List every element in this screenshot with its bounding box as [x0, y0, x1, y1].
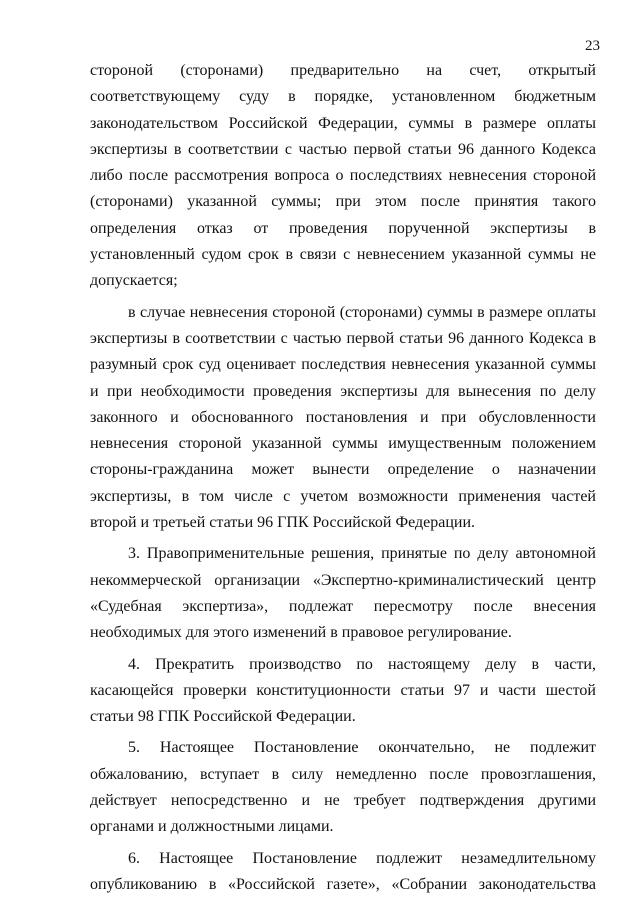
paragraph-unpaid-expertise: в случае невнесения стороной (сторонами) суммы в размере оплаты экспертизы в соответствии с частью первой статьи 96 данного Кодекса в разумный срок суд оценивает последствия невнесения указанной суммы и при необходимости проведения экспертизы для вынесения по делу законного и обоснованного постановления и при обусловленности невнесения стороной указанной суммы имущественным положением стороны-гражданина может вынести определение о назначении экспертизы, в том числе с учетом возможности применения частей второй и третьей статьи 96 ГПК Российской Федерации. [90, 303, 596, 532]
paragraph-item-4: 4. Прекратить производство по настоящему делу в части, касающейся проверки конституционности статьи 97 и части шестой статьи 98 ГПК Российской Федерации. [90, 655, 596, 726]
paragraph-item-3: 3. Правоприменительные решения, принятые по делу автономной некоммерческой организации «Экспертно-криминалистический центр «Судебная экспертиза», подлежат пересмотру после внесения необходимых для этого изменений в правовое регулирование. [90, 545, 596, 642]
paragraph-continuation: стороной (сторонами) предварительно на счет, открытый соответствующему суду в порядке, установленном бюджетным законодательством Российской Федерации, суммы в размере оплаты экспертизы в соответствии с частью первой статьи 96 данного Кодекса либо после рассмотрения вопроса о последствиях невнесения стороной (сторонами) указанной суммы; при этом после принятия такого определения отказ от проведения порученной экспертизы в установленный судом срок в связи с невнесением указанной суммы не допускается; [90, 62, 596, 290]
page-number: 23 [585, 38, 600, 54]
paragraph-item-5: 5. Настоящее Постановление окончательно, не подлежит обжалованию, вступает в силу немедленно после провозглашения, действует непосредственно и не требует подтверждения другими органами и должностными лицами. [90, 739, 596, 836]
document-body [90, 58, 596, 903]
paragraph-item-6: 6. Настоящее Постановление подлежит незамедлительному опубликованию в «Российской газете», «Собрании законодательства [90, 849, 596, 893]
